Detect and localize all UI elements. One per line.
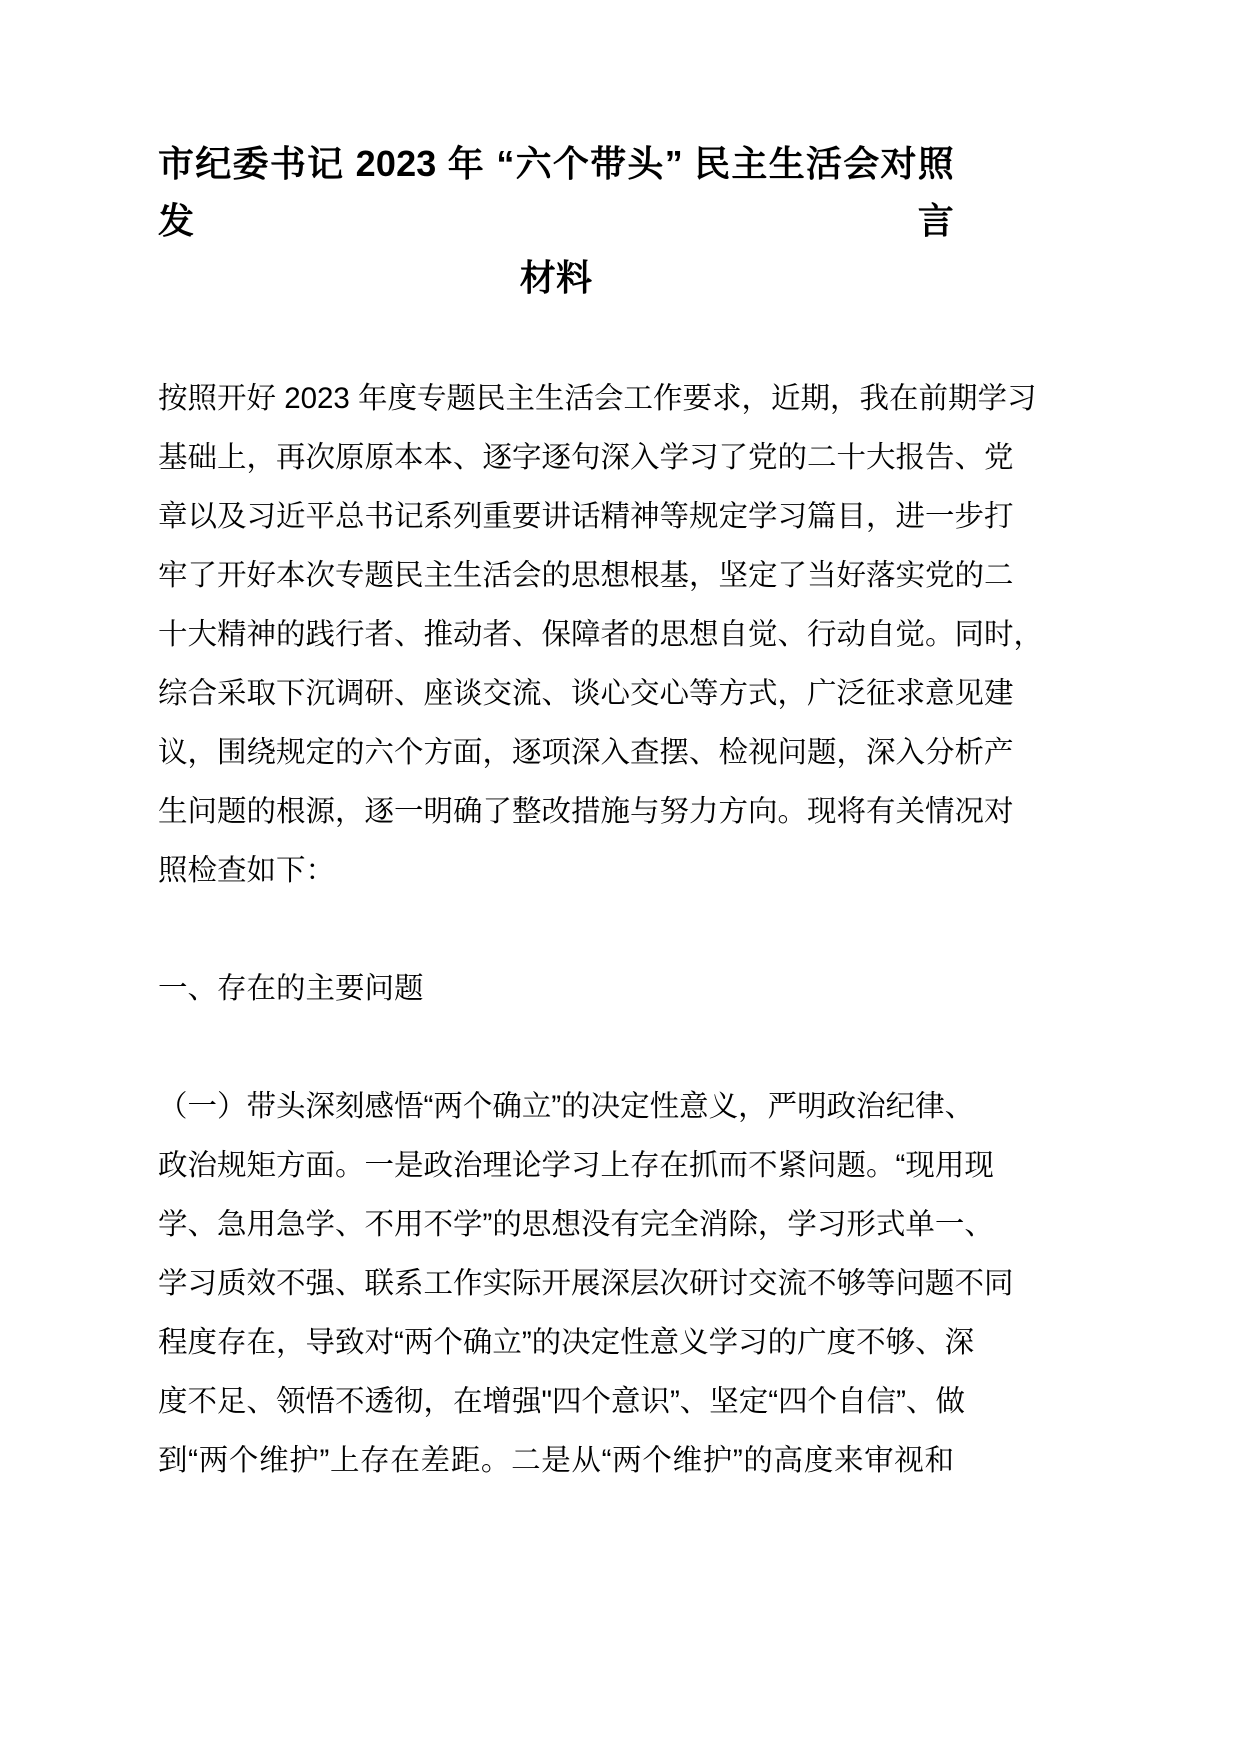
intro-line-4: 牢了开好本次专题民主生活会的思想根基，坚定了当好落实党的二 bbox=[158, 558, 1014, 592]
subsection-1-line-1: （一）带头深刻感悟“两个确立”的决定性意义，严明政治纪律、 bbox=[158, 1089, 975, 1123]
document-title bbox=[158, 136, 954, 307]
intro-line-7: 议，围绕规定的六个方面，逐项深入查摆、检视问题，深入分析产 bbox=[158, 735, 1014, 769]
subsection-paragraph-1 bbox=[158, 1077, 1014, 1490]
intro-line-3: 章以及习近平总书记系列重要讲话精神等规定学习篇目，进一步打 bbox=[158, 499, 1014, 533]
intro-line-9: 照检查如下： bbox=[158, 853, 336, 887]
intro-paragraph bbox=[158, 369, 1044, 900]
subsection-1-line-3: 学、急用急学、不用不学”的思想没有完全消除，学习形式单一、 bbox=[158, 1207, 994, 1241]
intro-line-5: 十大精神的践行者、推动者、保障者的思想自觉、行动自觉。同时， bbox=[158, 617, 1044, 651]
intro-line-1: 按照开好 2023 年度专题民主生活会工作要求，近期，我在前期学习 bbox=[158, 381, 1037, 415]
title-spacer bbox=[158, 307, 954, 369]
paragraph-gap-1 bbox=[158, 900, 954, 959]
subsection-1-line-6: 度不足、领悟不透彻，在增强"四个意识”、坚定“四个自信”、做 bbox=[158, 1384, 965, 1418]
subsection-1-line-4: 学习质效不强、联系工作实际开展深层次研讨交流不够等问题不同 bbox=[158, 1266, 1014, 1300]
document-content bbox=[158, 136, 1044, 1490]
document-title-line-2: 材料 bbox=[519, 256, 593, 298]
intro-line-6: 综合采取下沉调研、座谈交流、谈心交心等方式，广泛征求意见建 bbox=[158, 676, 1014, 710]
section-heading-1-text: 一、存在的主要问题 bbox=[158, 971, 424, 1005]
intro-line-8: 生问题的根源，逐一明确了整改措施与努力方向。现将有关情况对 bbox=[158, 794, 1014, 828]
subsection-1-line-2: 政治规矩方面。一是政治理论学习上存在抓而不紧问题。“现用现 bbox=[158, 1148, 994, 1182]
subsection-1-line-5: 程度存在，导致对“两个确立”的决定性意义学习的广度不够、深 bbox=[158, 1325, 975, 1359]
subsection-1-line-7: 到“两个维护”上存在差距。二是从“两个维护”的高度来审视和 bbox=[158, 1443, 954, 1477]
intro-line-2: 基础上，再次原原本本、逐字逐句深入学习了党的二十大报告、党 bbox=[158, 440, 1014, 474]
section-heading-1 bbox=[158, 959, 954, 1018]
paragraph-gap-2 bbox=[158, 1018, 954, 1077]
document-title-line-1: 市纪委书记 2023 年 “六个带头” 民主生活会对照发言 bbox=[158, 143, 954, 241]
